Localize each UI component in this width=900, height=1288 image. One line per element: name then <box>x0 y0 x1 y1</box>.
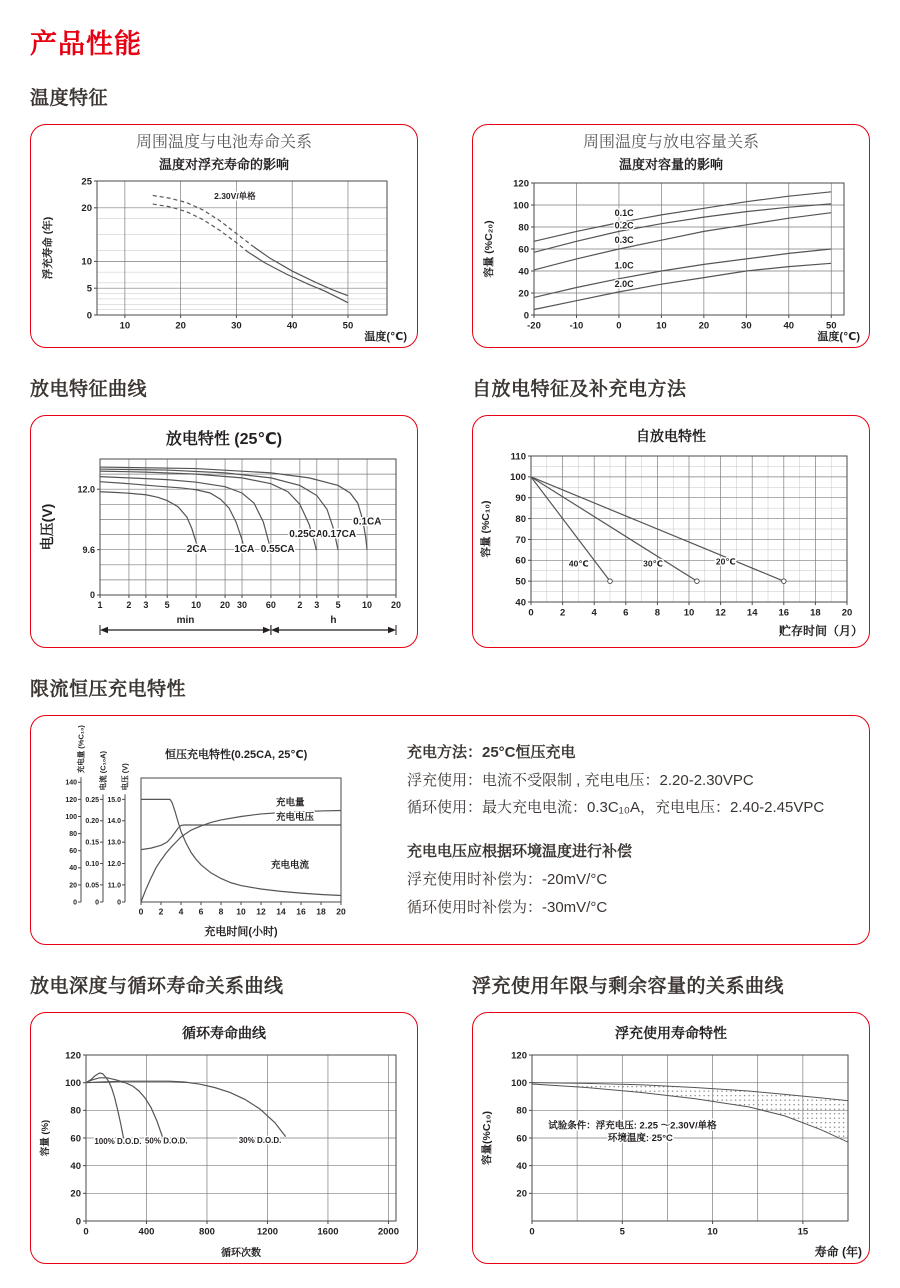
svg-text:4: 4 <box>591 607 597 619</box>
svg-text:50% D.O.D.: 50% D.O.D. <box>144 1136 188 1146</box>
svg-text:2: 2 <box>126 600 132 611</box>
svg-text:2: 2 <box>158 906 164 917</box>
svg-text:40: 40 <box>286 320 298 332</box>
svg-text:140: 140 <box>65 779 77 787</box>
info-gap <box>407 822 824 838</box>
svg-text:5: 5 <box>164 600 170 611</box>
chart-card-temp-life <box>30 124 418 348</box>
svg-text:0: 0 <box>138 906 144 917</box>
svg-text:2CA: 2CA <box>186 544 207 556</box>
svg-text:100: 100 <box>510 472 526 484</box>
svg-text:电压 (V): 电压 (V) <box>120 763 130 791</box>
svg-text:50: 50 <box>825 320 837 332</box>
svg-text:20: 20 <box>698 320 710 332</box>
chart-card-cycle-life <box>30 1012 418 1264</box>
svg-text:100: 100 <box>511 1078 527 1090</box>
chart-card-temp-capacity <box>472 124 870 348</box>
svg-text:1: 1 <box>97 600 103 611</box>
svg-text:5: 5 <box>86 283 92 295</box>
svg-text:0.1C: 0.1C <box>614 208 634 219</box>
float-use-line: 浮充使用：电流不受限制 , 充电电压：2.20-2.30VPC <box>407 771 754 789</box>
svg-text:1600: 1600 <box>317 1226 339 1238</box>
svg-text:试验条件：浮充电压: 2.25 ～2.30V/单格: 试验条件：浮充电压: 2.25 ～2.30V/单格 <box>548 1120 717 1132</box>
svg-text:25: 25 <box>81 176 92 188</box>
svg-text:60: 60 <box>69 848 77 856</box>
svg-text:20: 20 <box>518 288 529 300</box>
svg-text:40: 40 <box>518 266 529 278</box>
svg-text:容量 (%C₂₀): 容量 (%C₂₀) <box>483 220 495 278</box>
svg-text:充电电压: 充电电压 <box>276 812 315 824</box>
svg-text:0.25CA: 0.25CA <box>289 529 324 541</box>
discharge-chart <box>38 451 410 643</box>
svg-text:5: 5 <box>619 1226 625 1238</box>
svg-text:60: 60 <box>516 1133 527 1145</box>
cycle-use-line: 循环使用：最大充电电流：0.3C₁₀A，充电电压：2.40-2.45VPC <box>407 799 825 817</box>
svg-text:100% D.O.D.: 100% D.O.D. <box>94 1137 142 1147</box>
svg-text:60: 60 <box>515 555 526 567</box>
svg-text:1200: 1200 <box>256 1226 279 1238</box>
svg-text:充电量 (%C₁₀): 充电量 (%C₁₀) <box>76 725 86 774</box>
svg-text:14: 14 <box>746 607 758 619</box>
svg-text:30% D.O.D.: 30% D.O.D. <box>238 1136 282 1146</box>
charge-chart <box>45 722 355 938</box>
svg-text:800: 800 <box>199 1226 215 1238</box>
svg-text:充电电流: 充电电流 <box>271 859 310 871</box>
svg-text:30: 30 <box>231 320 242 332</box>
svg-text:10: 10 <box>707 1226 718 1238</box>
discharge-charts-row <box>30 415 870 648</box>
svg-text:0: 0 <box>616 320 622 332</box>
svg-text:40: 40 <box>516 1161 527 1173</box>
svg-text:120: 120 <box>513 178 529 190</box>
svg-text:8: 8 <box>654 607 661 619</box>
svg-text:20: 20 <box>841 607 853 619</box>
svg-text:容量 (%C₁₀): 容量 (%C₁₀) <box>480 500 492 558</box>
chart-title-temp-capacity: 周围温度与放电容量关系 <box>582 134 759 151</box>
svg-text:10: 10 <box>656 320 667 332</box>
svg-text:120: 120 <box>65 1050 81 1062</box>
svg-text:16: 16 <box>778 607 790 619</box>
compensation-title-line: 充电电压应根据环境温度进行补偿 <box>407 843 633 861</box>
section-heading-float-life: 浮充使用年限与剩余容量的关系曲线 <box>472 976 785 998</box>
svg-text:20: 20 <box>390 600 402 611</box>
chart-title-float-life: 浮充使用寿命特性 <box>615 1025 727 1042</box>
section-heading-discharge: 放电特征曲线 <box>30 379 148 401</box>
svg-text:30: 30 <box>236 600 247 611</box>
svg-text:120: 120 <box>511 1050 527 1062</box>
svg-text:14.0: 14.0 <box>107 818 121 826</box>
svg-text:40: 40 <box>70 1161 81 1173</box>
page-title: 产品性能 <box>30 29 142 59</box>
chart-card-charge <box>30 715 870 945</box>
svg-text:0.15: 0.15 <box>85 839 99 847</box>
svg-text:浮充寿命 (年): 浮充寿命 (年) <box>42 216 54 280</box>
svg-text:0.1CA: 0.1CA <box>353 516 382 528</box>
svg-text:循环次数: 循环次数 <box>221 1248 261 1260</box>
svg-text:15: 15 <box>797 1226 809 1238</box>
svg-text:1CA: 1CA <box>234 544 255 556</box>
svg-text:0.20: 0.20 <box>85 818 99 826</box>
svg-text:70: 70 <box>515 534 526 546</box>
svg-text:0.10: 0.10 <box>85 861 99 869</box>
svg-text:0: 0 <box>529 1226 535 1238</box>
svg-text:90: 90 <box>515 493 526 505</box>
svg-text:温度(℃): 温度(℃) <box>817 331 860 344</box>
svg-text:温度(℃): 温度(℃) <box>364 331 407 344</box>
svg-text:100: 100 <box>65 814 77 822</box>
svg-text:30℃: 30℃ <box>643 558 663 569</box>
row2-headings <box>30 374 870 415</box>
svg-text:20: 20 <box>516 1188 527 1200</box>
svg-text:12: 12 <box>256 906 266 917</box>
chart-title-cycle-life: 循环寿命曲线 <box>182 1025 266 1042</box>
svg-text:9.6: 9.6 <box>82 545 95 556</box>
temp-life-chart <box>39 173 409 343</box>
svg-text:3: 3 <box>143 600 149 611</box>
svg-text:10: 10 <box>683 607 695 619</box>
svg-text:min: min <box>176 615 195 627</box>
svg-text:0: 0 <box>117 899 121 907</box>
svg-text:0: 0 <box>95 899 99 907</box>
svg-text:1.0C: 1.0C <box>614 260 634 271</box>
chart-card-float-life <box>472 1012 870 1264</box>
svg-text:20: 20 <box>336 906 346 917</box>
svg-text:充电时间(小时): 充电时间(小时) <box>204 926 278 939</box>
cycle-compensation-line: 循环使用时补偿为：-30mV/°C <box>407 898 608 916</box>
svg-text:60: 60 <box>70 1133 81 1145</box>
float-compensation-line: 浮充使用时补偿为：-20mV/°C <box>407 870 608 888</box>
svg-text:0: 0 <box>528 607 534 619</box>
svg-text:20: 20 <box>70 1188 81 1200</box>
svg-text:10: 10 <box>191 600 202 611</box>
svg-text:20: 20 <box>69 882 77 890</box>
svg-text:容量 (%): 容量 (%) <box>40 1119 51 1157</box>
chart-title-self-discharge: 自放电特性 <box>636 428 706 445</box>
svg-text:16: 16 <box>296 906 306 917</box>
svg-text:0.2C: 0.2C <box>614 220 634 231</box>
self-discharge-chart <box>477 448 865 638</box>
svg-text:18: 18 <box>316 906 326 917</box>
svg-text:30: 30 <box>741 320 752 332</box>
chart-subtitle-temp-capacity: 温度对容量的影响 <box>618 157 723 173</box>
svg-text:11.0: 11.0 <box>107 882 121 890</box>
svg-text:20: 20 <box>175 320 186 332</box>
svg-text:50: 50 <box>342 320 354 332</box>
charge-info-panel <box>407 739 824 922</box>
svg-text:10: 10 <box>236 906 246 917</box>
svg-text:40: 40 <box>69 865 77 873</box>
float-life-chart <box>478 1045 864 1259</box>
svg-text:8: 8 <box>218 906 224 917</box>
svg-text:电压(V): 电压(V) <box>39 503 55 551</box>
svg-text:6: 6 <box>198 906 204 917</box>
svg-text:0: 0 <box>73 899 77 907</box>
svg-text:4: 4 <box>178 906 184 917</box>
svg-text:80: 80 <box>516 1105 527 1117</box>
svg-text:0.55CA: 0.55CA <box>260 544 295 556</box>
svg-text:20℃: 20℃ <box>715 556 736 567</box>
svg-text:13.0: 13.0 <box>107 839 121 847</box>
svg-text:贮存时间（月）: 贮存时间（月） <box>778 624 863 639</box>
svg-text:120: 120 <box>65 796 77 804</box>
chart-title-temp-life: 周围温度与电池寿命关系 <box>135 134 312 151</box>
svg-text:60: 60 <box>518 244 529 256</box>
svg-text:80: 80 <box>70 1105 81 1117</box>
chart-subtitle-temp-life: 温度对浮充寿命的影响 <box>158 157 289 173</box>
svg-text:0: 0 <box>83 1226 89 1238</box>
svg-text:充电量: 充电量 <box>276 797 305 809</box>
svg-text:0: 0 <box>523 310 529 322</box>
svg-text:3: 3 <box>314 600 320 611</box>
svg-text:容量(%C₁₀): 容量(%C₁₀) <box>481 1111 493 1166</box>
chart-title-discharge: 放电特性 (25℃) <box>165 431 283 449</box>
svg-text:10: 10 <box>362 600 373 611</box>
svg-text:2000: 2000 <box>377 1226 400 1238</box>
svg-text:5: 5 <box>335 600 341 611</box>
charge-method-line: 充电方法：25°C恒压充电 <box>407 743 576 761</box>
svg-text:2: 2 <box>559 607 566 619</box>
temperature-charts-row <box>30 124 870 348</box>
temp-capacity-chart <box>480 173 862 343</box>
cycle-life-chart <box>36 1045 412 1259</box>
svg-text:10: 10 <box>119 320 131 332</box>
chart-card-self-discharge <box>472 415 870 648</box>
svg-text:40: 40 <box>515 597 526 609</box>
life-charts-row <box>30 1012 870 1264</box>
section-heading-charge: 限流恒压充电特性 <box>30 679 187 701</box>
svg-text:60: 60 <box>265 600 276 611</box>
svg-text:18: 18 <box>810 607 821 619</box>
svg-text:-20: -20 <box>527 320 541 332</box>
svg-text:恒压充电特性(0.25CA, 25℃): 恒压充电特性(0.25CA, 25℃) <box>165 749 308 762</box>
svg-text:0.25: 0.25 <box>85 796 99 804</box>
svg-text:100: 100 <box>513 200 529 212</box>
svg-text:0.05: 0.05 <box>85 882 99 890</box>
svg-text:12.0: 12.0 <box>107 861 121 869</box>
svg-text:110: 110 <box>510 451 526 463</box>
svg-text:80: 80 <box>518 222 529 234</box>
svg-text:20: 20 <box>81 203 92 215</box>
svg-text:-10: -10 <box>569 320 584 332</box>
svg-text:50: 50 <box>515 576 526 588</box>
chart-card-discharge <box>30 415 418 648</box>
section-heading-self-discharge: 自放电特征及补充电方法 <box>472 379 687 401</box>
svg-text:寿命 (年): 寿命 (年) <box>814 1245 862 1260</box>
svg-text:12: 12 <box>715 607 726 619</box>
svg-text:0.3C: 0.3C <box>614 235 634 246</box>
svg-text:15.0: 15.0 <box>107 796 121 804</box>
svg-text:环境温度: 25°C: 环境温度: 25°C <box>607 1132 673 1144</box>
svg-text:100: 100 <box>65 1078 81 1090</box>
section-heading-cycle-life: 放电深度与循环寿命关系曲线 <box>30 976 284 998</box>
svg-text:0.17CA: 0.17CA <box>322 529 357 541</box>
svg-text:12.0: 12.0 <box>77 484 95 495</box>
svg-text:2: 2 <box>297 600 303 611</box>
svg-text:电流 (C₁₀A): 电流 (C₁₀A) <box>98 751 108 791</box>
svg-text:2.0C: 2.0C <box>614 279 634 290</box>
svg-text:80: 80 <box>69 831 77 839</box>
svg-text:6: 6 <box>623 607 629 619</box>
svg-text:80: 80 <box>515 514 526 526</box>
svg-text:0: 0 <box>75 1216 81 1228</box>
section-heading-temperature: 温度特征 <box>30 88 109 109</box>
svg-text:2.30V/单格: 2.30V/单格 <box>214 191 256 202</box>
row4-headings <box>30 971 870 1012</box>
svg-text:14: 14 <box>276 906 286 917</box>
svg-text:h: h <box>330 615 337 627</box>
svg-text:10: 10 <box>81 256 92 268</box>
svg-text:0: 0 <box>89 590 95 601</box>
svg-text:40: 40 <box>783 320 795 332</box>
svg-text:400: 400 <box>138 1226 155 1238</box>
svg-text:0: 0 <box>86 310 92 322</box>
svg-text:40℃: 40℃ <box>568 558 589 569</box>
svg-text:20: 20 <box>220 600 231 611</box>
